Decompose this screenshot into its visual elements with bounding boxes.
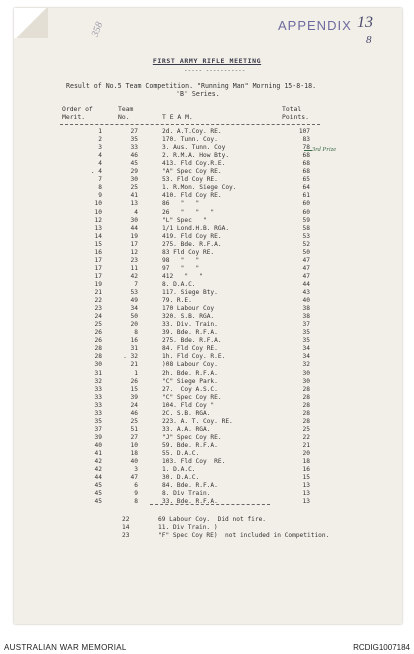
row-order: 4 [98,160,102,168]
row-name: 8. Div Train. [162,490,211,498]
row-name: 83 Fld Coy RE. [162,248,215,256]
header-team: Team No. [118,105,134,121]
row-points: 107 [298,128,310,135]
row-points: 35 [302,337,310,345]
row-name: 320. S.B. RGA. [162,313,215,321]
row-order: 4 [98,152,102,160]
row-team: 9 [134,490,138,498]
row-order: 26 [94,337,102,345]
row-points: 18 [302,458,310,466]
row-name: 170. Tunn. Coy. [162,136,218,144]
row-name: 8. D.A.C. [162,280,196,288]
row-points: 61 [302,192,310,200]
footer-text: 11. Div Train. ) [158,524,218,531]
row-name: "L" Spec " [162,216,207,224]
row-name: 223. A. T. Coy. RE. [162,417,233,425]
row-points: 35 [302,329,310,337]
row-points: 68 [302,152,310,160]
row-team: 46 [130,152,138,160]
row-order: 28 [94,353,102,361]
row-order: 44 [94,474,102,482]
row-points: 68 [302,168,310,176]
row-order: 40 [94,441,102,449]
row-order: 9 [98,192,102,200]
row-order: 15 [94,240,102,248]
header-name: T E A M. [162,113,193,121]
row-name: 30. D.A.C. [162,474,200,482]
page-number: 358 [89,20,106,39]
row-order: 25 [94,321,102,329]
series-line: 'B' Series. [176,90,220,98]
row-order: 28 [94,345,102,353]
source-id: RCDIG1007184 [353,643,410,652]
row-name: 413. Fld Coy.R.E. [162,160,226,168]
row-order: 33 [94,409,102,417]
row-points: 64 [302,184,310,192]
row-order: 42 [94,466,102,474]
row-points: 30 [302,369,310,377]
row-team: 17 [130,240,138,248]
row-name: 2C. S.B. RGA. [162,409,211,417]
row-name: 1h. Fld Coy. R.E. [162,353,226,361]
row-name: 33. Bde. R.F.A. [162,498,218,506]
row-name: 1. R.Mon. Siege Coy. [162,184,237,192]
row-name: 1. D.A.C. [162,466,196,474]
row-points: 47 [302,264,310,272]
row-team: 39 [130,393,138,401]
row-points: 68 [302,160,310,168]
row-name: "C" Spec Coy RE. [162,393,222,401]
row-order: 33 [94,401,102,409]
row-team: 7 [134,280,138,288]
row-name: 26 " " " [162,208,215,216]
row-name: 84. Bde. R.F.A. [162,482,218,490]
row-order: 24 [94,313,102,321]
row-name: 97 " " [162,264,200,272]
row-points: 38 [302,313,310,321]
result-line: Result of No.5 Team Competition. "Running Man" Morning 15-8-18. [66,82,317,90]
row-points: 44 [302,280,310,288]
row-team: 19 [130,232,138,240]
row-team: 49 [130,297,138,305]
row-team: 16 [130,337,138,345]
row-points: 21 [302,441,310,449]
row-name: "A" Spec Coy RE. [162,168,222,176]
row-name: 1/1 Lond.H.B. RGA. [162,224,230,232]
row-order: 17 [94,256,102,264]
row-name: 55. D.A.C. [162,450,200,457]
row-order: 21 [94,289,102,296]
row-points: 22 [302,433,310,441]
row-team: 20 [130,321,138,329]
row-points: 58 [302,224,310,232]
row-order: 45 [94,498,102,506]
row-name: "J" Spec Coy RE. [162,433,222,441]
row-points: 13 [302,498,310,506]
row-points: 60 [302,208,310,216]
row-team: 23 [130,256,138,264]
header-rule [60,124,320,125]
row-order: 39 [94,433,102,441]
row-order: 42 [94,458,102,466]
row-name: 33. Div. Train. [162,321,218,329]
row-order: 45 [94,490,102,498]
row-points: 47 [302,272,310,280]
row-order: 14 [94,232,102,240]
row-name: 419. Fld Coy RE. [162,232,222,240]
row-name: 53. Fld Coy RE. [162,176,218,184]
row-team: 51 [130,425,138,433]
row-points: 30 [302,377,310,385]
row-points: 32 [302,361,310,369]
row-order: 13 [94,224,102,232]
row-name: 33. A.A. RGA. [162,425,211,433]
row-points: 28 [302,393,310,401]
footer-text: 69 Labour Coy. Did not fire. [158,516,267,523]
row-name: 275. Bde. R.F.A. [162,337,222,345]
row-team: 18 [130,450,138,457]
row-name: 79. R.E. [162,297,192,305]
row-team: 8 [134,498,138,506]
row-order: 16 [94,248,102,256]
row-points: 20 [302,450,310,457]
row-points: 65 [302,176,310,184]
row-team: 40 [130,458,138,466]
source-archive: AUSTRALIAN WAR MEMORIAL [4,643,127,652]
row-points: 37 [302,321,310,329]
row-points: 28 [302,401,310,409]
row-team: 34 [130,305,138,313]
row-team: 6 [134,482,138,490]
row-points: 40 [302,297,310,305]
row-name: 2h. Bde. R.F.A. [162,369,218,377]
title-rule: ----- ----------- [184,67,246,74]
row-order: 10 [94,200,102,208]
row-points: 60 [302,200,310,208]
row-points: 28 [302,417,310,425]
row-points: 28 [302,385,310,393]
row-points: 25 [302,425,310,433]
row-team: 3 [134,466,138,474]
row-order: 33 [94,385,102,393]
row-points: 34 [302,353,310,361]
row-points: 28 [302,409,310,417]
row-order: 2 [98,136,102,144]
appendix-subnumber: 8 [366,34,372,46]
row-name: )08 Labour Coy. [162,361,218,369]
row-order: . 4 [90,168,102,176]
row-team: 21 [130,361,138,369]
row-name: 84. Fld Coy RE. [162,345,218,353]
row-order: 31 [94,369,102,377]
prize-annotation: 3rd Prize [312,146,337,153]
row-order: 41 [94,450,102,457]
footer-team: 22 [122,516,130,523]
row-name: 27. Coy A.S.C. [162,385,218,393]
row-name: 103. Fld Coy RE. [162,458,226,466]
row-order: 8 [98,184,102,192]
row-points: 53 [302,232,310,240]
row-name: 170 Labour Coy [162,305,215,313]
row-team: 24 [130,401,138,409]
header-points: Total Points. [282,105,309,121]
row-team: 30 [130,176,138,184]
row-name: 98 " " [162,256,200,264]
row-order: 32 [94,377,102,385]
row-points: 50 [302,248,310,256]
row-order: 7 [98,176,102,184]
row-team: . 32 [123,353,138,361]
row-team: 8 [134,329,138,337]
row-points: 16 [302,466,310,474]
row-points: 43 [302,289,310,296]
row-team: 45 [130,160,138,168]
row-name: 3. Aus. Tunn. Coy [162,144,226,152]
annotation-mark [304,150,312,151]
row-order: 17 [94,264,102,272]
row-order: 45 [94,482,102,490]
row-order: 1 [98,128,102,135]
row-order: 17 [94,272,102,280]
document-title: FIRST ARMY RIFLE MEETING [152,57,262,65]
row-team: 35 [130,136,138,144]
footer-text: "F" Spec Coy RE) not included in Competition. [158,532,330,539]
row-team: 30 [130,216,138,224]
row-name: "C" Siege Park. [162,377,218,385]
row-points: 83 [302,136,310,144]
row-order: 3 [98,144,102,152]
row-name: 410. Fld Coy RE. [162,192,222,200]
row-points: 34 [302,345,310,353]
appendix-stamp: APPENDIX [278,18,352,33]
row-name: 2d. A.T.Coy. RE. [162,128,222,135]
row-team: 15 [130,385,138,393]
row-team: 41 [130,192,138,200]
row-team: 1 [134,369,138,377]
row-order: 19 [94,280,102,288]
row-order: 35 [94,417,102,425]
folded-corner [14,8,48,38]
row-team: 33 [130,144,138,152]
row-points: 13 [302,482,310,490]
row-name: 2. R.M.A. How Bty. [162,152,230,160]
row-order: 30 [94,361,102,369]
row-points: 59 [302,216,310,224]
footer-team: 23 [122,532,130,539]
row-name: 86 " " [162,200,200,208]
row-team: 47 [130,474,138,482]
row-points: 52 [302,240,310,248]
row-order: 37 [94,425,102,433]
row-team: 50 [130,313,138,321]
row-name: 117. Siege Bty. [162,289,218,296]
row-points: 47 [302,256,310,264]
row-team: 42 [130,272,138,280]
row-name: 59. Bde. R.F.A. [162,441,218,449]
row-order: 23 [94,305,102,313]
row-team: 31 [130,345,138,353]
row-name: 412 " " [162,272,203,280]
row-team: 27 [130,128,138,135]
row-order: 26 [94,329,102,337]
row-points: 15 [302,474,310,482]
row-order: 12 [94,216,102,224]
row-team: 46 [130,409,138,417]
row-team: 10 [130,441,138,449]
row-team: 44 [130,224,138,232]
row-order: 10 [94,208,102,216]
row-team: 12 [130,248,138,256]
row-name: 39. Bde. R.F.A. [162,329,218,337]
row-team: 13 [130,200,138,208]
footer-team: 14 [122,524,130,531]
footer-rule [150,504,270,505]
row-team: 26 [130,377,138,385]
row-name: 104. Fld Coy " [162,401,215,409]
row-points: 13 [302,490,310,498]
row-team: 29 [130,168,138,176]
header-order: Order of Merit. [62,105,93,121]
row-team: 25 [130,417,138,425]
row-team: 27 [130,433,138,441]
row-team: 4 [134,208,138,216]
row-name: 275. Bde. R.F.A. [162,240,222,248]
row-team: 53 [130,289,138,296]
appendix-number: 13 [357,14,373,31]
row-order: 33 [94,393,102,401]
row-points: 78 [302,144,310,152]
row-team: 25 [130,184,138,192]
row-order: 22 [94,297,102,305]
row-points: 38 [302,305,310,313]
row-team: 11 [130,264,138,272]
